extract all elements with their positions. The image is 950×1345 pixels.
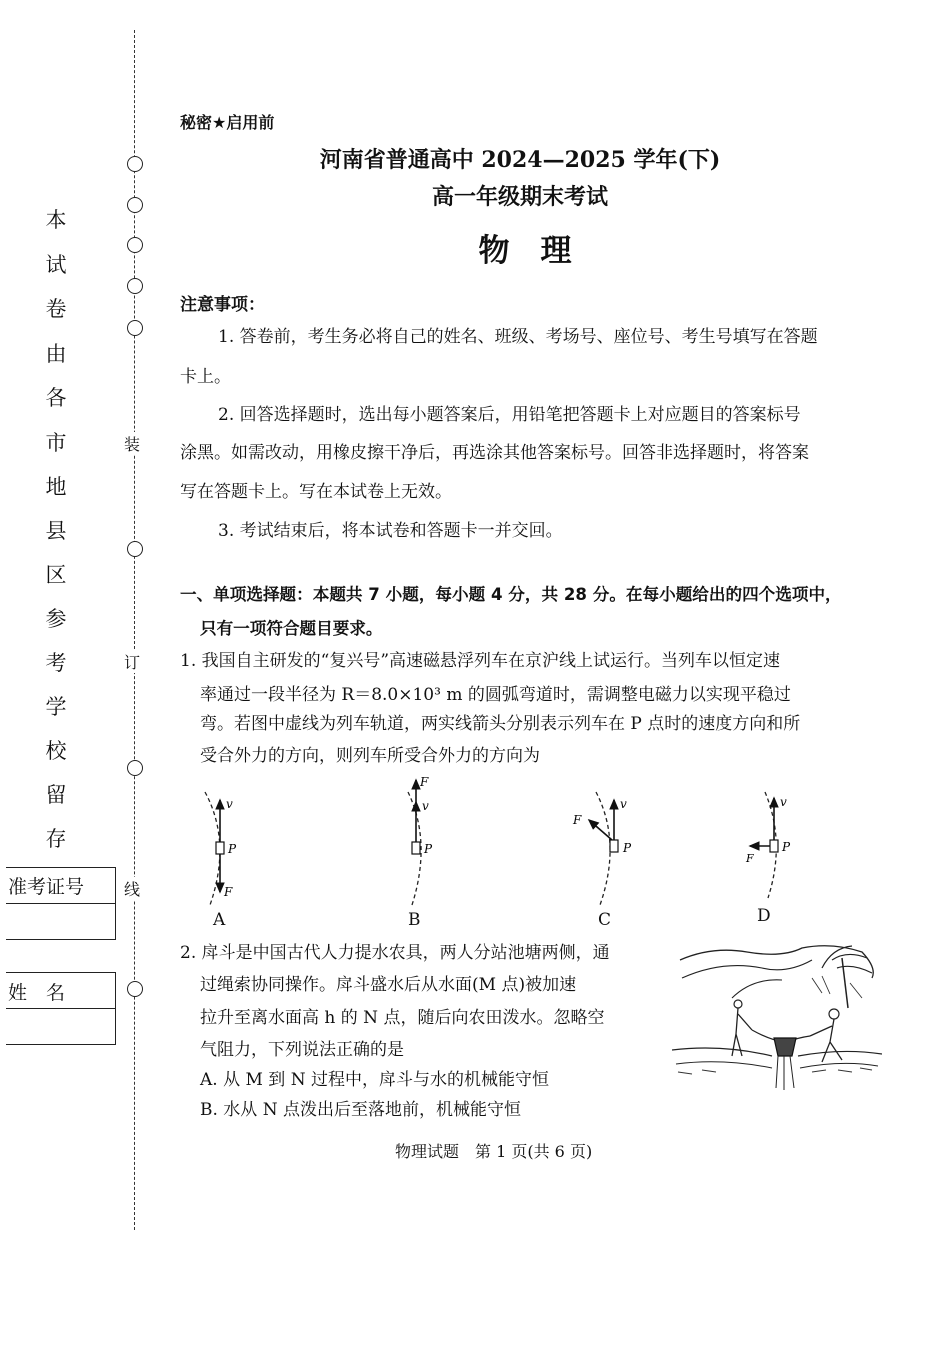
label-F: F: [573, 813, 582, 827]
label-P: P: [623, 841, 632, 855]
vertical-char: 县: [45, 519, 67, 543]
option-label-b: B: [408, 910, 421, 930]
notice-text: 卡上。: [180, 367, 231, 387]
notice-item-3: 3. 考试结束后，将本试卷和答题卡一并交回。: [218, 521, 563, 541]
vertical-char: 参: [45, 607, 67, 631]
vertical-char: 市: [45, 431, 67, 455]
vertical-char: 由: [45, 342, 67, 366]
option-label-c: C: [598, 910, 612, 930]
binding-hole: [127, 237, 143, 253]
confidential-mark: 秘密★启用前: [180, 113, 275, 132]
binding-hole: [127, 760, 143, 776]
question-text: 1. 我国自主研发的“复兴号”高速磁悬浮列车在京沪线上试运行。当列车以恒定速: [180, 651, 781, 671]
question-text: 2. 戽斗是中国古代人力提水农具，两人分站池塘两侧，通: [180, 943, 610, 963]
binding-mark-ding: 订: [124, 650, 140, 673]
question-text: 率通过一段半径为 R＝8.0×10³ m 的圆弧弯道时，需调整电磁力以实现平稳过: [200, 685, 791, 705]
vertical-char: 校: [45, 739, 67, 763]
notice-text: 写在答题卡上。写在本试卷上无效。: [180, 482, 452, 502]
water-bucket-illustration: [672, 938, 882, 1098]
question-text: 拉升至离水面高 h 的 N 点，随后向农田泼水。忽略空: [200, 1008, 605, 1028]
binding-mark-zhuang: 装: [124, 432, 140, 455]
vertical-char: 各: [45, 386, 67, 410]
option-label-d: D: [757, 906, 771, 926]
binding-hole: [127, 320, 143, 336]
label-F: F: [224, 885, 233, 899]
vertical-char: 本: [45, 208, 67, 232]
binding-hole: [127, 981, 143, 997]
binding-hole: [127, 541, 143, 557]
exam-title-line2: 高一年级期末考试: [431, 184, 608, 210]
notice-text: 1. 答卷前，考生务必将自己的姓名、班级、考场号、座位号、考生号填写在答题: [218, 327, 818, 347]
binding-hole: [127, 278, 143, 294]
name-box[interactable]: [6, 972, 116, 1044]
label-v: v: [226, 797, 233, 811]
question-text: 弯。若图中虚线为列车轨道，两实线箭头分别表示列车在 P 点时的速度方向和所: [200, 714, 801, 734]
notice-text: 2. 回答选择题时，选出每小题答案后，用铅笔把答题卡上对应题目的答案标号: [218, 405, 801, 425]
label-v: v: [780, 795, 787, 809]
vertical-char: 存: [45, 827, 67, 851]
label-v: v: [620, 797, 627, 811]
label-F: F: [420, 775, 429, 789]
question-text: 气阻力，下列说法正确的是: [200, 1040, 404, 1060]
question-text: 受合外力的方向，则列车所受合外力的方向为: [200, 746, 540, 766]
option-a-text: A. 从 M 到 N 过程中，戽斗与水的机械能守恒: [200, 1070, 549, 1090]
exam-id-box[interactable]: [6, 867, 116, 939]
vertical-char: 留: [45, 783, 67, 807]
notice-heading: 注意事项：: [180, 295, 265, 315]
vertical-char: 卷: [45, 297, 67, 321]
page-footer: 物理试题 第 1 页(共 6 页): [395, 1142, 593, 1161]
notice-text: 涂黑。如需改动，用橡皮擦干净后，再选涂其他答案标号。回答非选择题时，将答案: [180, 443, 809, 463]
exam-title-line1: 河南省普通高中 2024—2025 学年(下): [319, 147, 721, 173]
binding-mark-xian: 线: [124, 877, 140, 900]
diagram-option-a: [205, 792, 237, 905]
vertical-char: 考: [45, 651, 67, 675]
exam-id-label: 准考证号: [8, 876, 85, 898]
q1-option-diagrams: [180, 770, 840, 932]
name-label: 姓 名: [8, 982, 66, 1004]
question-text: 过绳索协同操作。戽斗盛水后从水面(M 点)被加速: [200, 975, 577, 995]
vertical-char: 地: [45, 475, 67, 499]
diagram-option-d: [745, 792, 791, 898]
binding-hole: [127, 156, 143, 172]
vertical-char: 区: [45, 563, 67, 587]
diagram-option-b: [408, 775, 433, 905]
label-F: F: [746, 852, 754, 865]
option-label-a: A: [213, 910, 226, 930]
section-heading-line: 只有一项符合题目要求。: [200, 619, 383, 638]
diagram-option-c: [572, 792, 632, 905]
label-v: v: [422, 799, 429, 813]
subject-title: 物 理: [478, 233, 572, 269]
binding-hole: [127, 197, 143, 213]
section-heading-line: 一、单项选择题：本题共 7 小题，每小题 4 分，共 28 分。在每小题给出的四个选项中，: [180, 585, 842, 604]
label-P: P: [424, 842, 433, 856]
option-b-text: B. 水从 N 点泼出后至落地前，机械能守恒: [200, 1100, 521, 1120]
label-P: P: [228, 842, 237, 856]
label-P: P: [782, 840, 791, 854]
vertical-char: 试: [45, 253, 67, 277]
vertical-char: 学: [45, 695, 67, 719]
